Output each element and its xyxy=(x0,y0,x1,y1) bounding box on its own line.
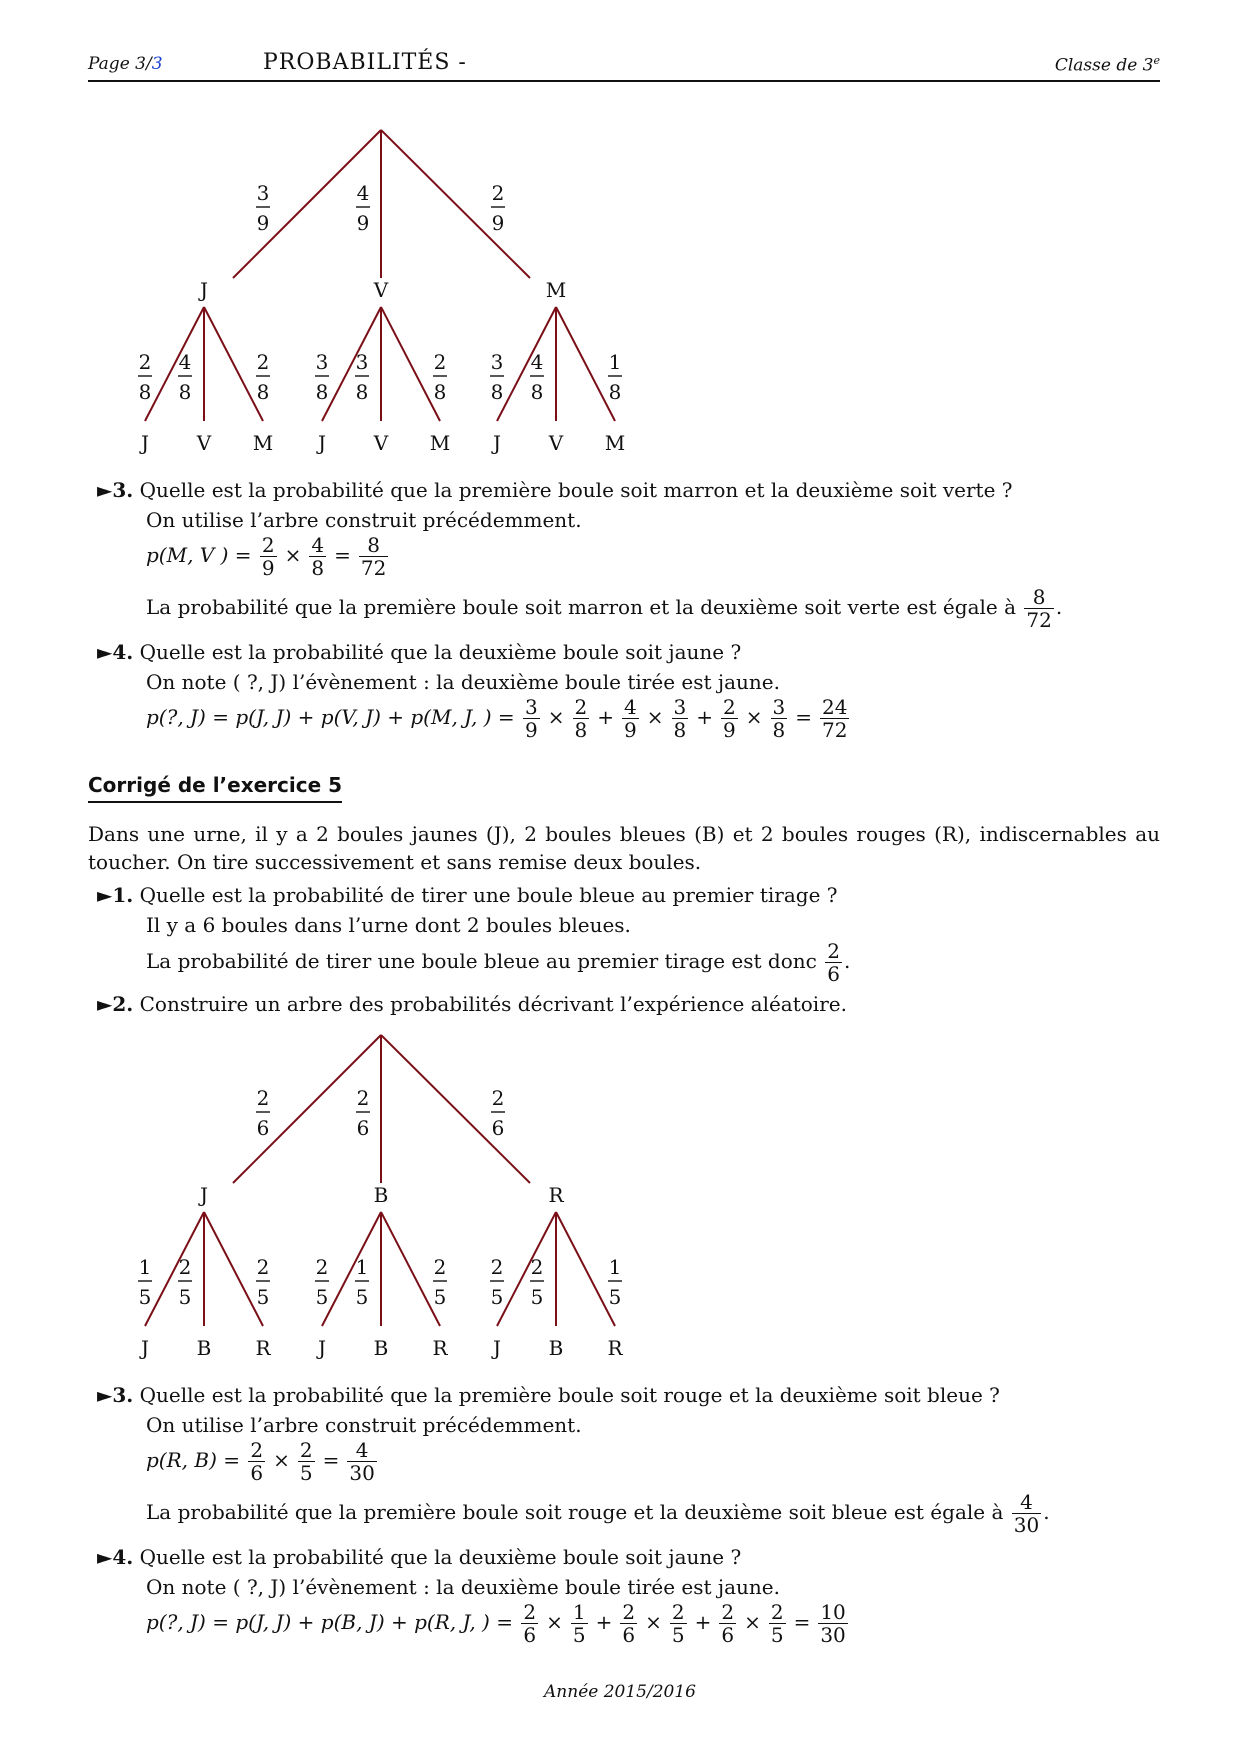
branch-probability-denominator: 9 xyxy=(356,211,370,235)
branch-probability-denominator: 6 xyxy=(256,1116,270,1140)
branch-probability-numerator: 2 xyxy=(491,181,505,205)
branch-probability-denominator: 5 xyxy=(433,1285,447,1309)
tree-leaf-label: J xyxy=(140,431,150,455)
branch-probability-denominator: 8 xyxy=(490,380,504,404)
ex4-q4-line1: On note ( ?, J) l’évènement : la deuxième boule tirée est jaune. xyxy=(146,670,780,694)
tree-leaf-label: V xyxy=(548,431,564,455)
page-total-link[interactable]: 3 xyxy=(151,54,163,74)
tree-leaf-label: M xyxy=(604,431,626,455)
fraction: $\frac{4}{8}$ xyxy=(311,533,325,580)
branch-probability-numerator: 3 xyxy=(490,350,504,374)
branch-probability-numerator: 2 xyxy=(256,1255,270,1279)
ex4-q3-question: ►3. Quelle est la probabilité que la première boule soit marron et la deuxième soit verte ? xyxy=(97,478,1013,502)
tree-branch xyxy=(381,307,440,421)
ex4-q4-formula: p(?, J) = p(J, J) + p(V, J) + p(M, J, ) = $\frac{3}{9}$ × $\frac{2}{8}$ + $\frac{4}{9}$ × $\frac{3}{8}$ + $\frac{2}{9}$ × $\frac{3}{8}$ = $\frac{24}{72}$ xyxy=(146,695,848,742)
tree-branch xyxy=(145,1212,204,1326)
branch-probability-numerator: 2 xyxy=(356,1086,370,1110)
branch-probability-denominator: 5 xyxy=(355,1285,369,1309)
branch-probability-numerator: 2 xyxy=(530,1255,544,1279)
ex5-q1-line1: Il y a 6 boules dans l’urne dont 2 boules bleues. xyxy=(146,913,631,937)
fraction: $\frac{2}{6}$ xyxy=(827,939,840,986)
tree-branch xyxy=(497,1212,556,1326)
tree-leaf-label: B xyxy=(548,1336,564,1360)
tree-node-label: M xyxy=(545,278,567,302)
branch-probability-numerator: 1 xyxy=(608,350,622,374)
tree-leaf-label: B xyxy=(373,1336,389,1360)
branch-probability-denominator: 8 xyxy=(256,380,270,404)
branch-probability-denominator: 6 xyxy=(491,1116,505,1140)
branch-probability-denominator: 5 xyxy=(608,1285,622,1309)
tree-leaf-label: J xyxy=(140,1336,150,1360)
page-footer: Année 2015/2016 xyxy=(544,1682,696,1702)
tree-leaf-label: V xyxy=(196,431,212,455)
branch-probability-numerator: 1 xyxy=(355,1255,369,1279)
ex4-q4-question: ►4. Quelle est la probabilité que la deuxième boule soit jaune ? xyxy=(97,640,742,664)
tree-leaf-label: R xyxy=(255,1336,271,1360)
tree-branch xyxy=(556,1212,615,1326)
branch-probability-numerator: 2 xyxy=(491,1086,505,1110)
branch-probability-denominator: 5 xyxy=(530,1285,544,1309)
tree-branch xyxy=(145,307,204,421)
ex5-q4-question: ►4. Quelle est la probabilité que la deuxième boule soit jaune ? xyxy=(97,1545,742,1569)
tree-branch xyxy=(322,307,381,421)
tree-node-label: J xyxy=(199,278,209,302)
tree-leaf-label: J xyxy=(492,1336,502,1360)
ex5-q3-conclusion: La probabilité que la première boule soit rouge et la deuxième soit bleue est égale à $\frac{4}{30}$ . xyxy=(146,1490,1050,1537)
branch-probability-numerator: 3 xyxy=(315,350,329,374)
probability-tree-1 xyxy=(0,115,1240,465)
branch-probability-denominator: 5 xyxy=(178,1285,192,1309)
branch-probability-numerator: 2 xyxy=(256,350,270,374)
branch-probability-numerator: 2 xyxy=(256,1086,270,1110)
ex5-q2-question: ►2. Construire un arbre des probabilités décrivant l’expérience aléatoire. xyxy=(97,992,847,1016)
tree-branch xyxy=(381,1035,530,1183)
branch-probability-denominator: 6 xyxy=(356,1116,370,1140)
page-number: Page 3/3 xyxy=(88,54,163,74)
tree-node-label: R xyxy=(548,1183,564,1207)
tree-leaf-label: J xyxy=(317,1336,327,1360)
tree-branch xyxy=(556,307,615,421)
branch-probability-denominator: 8 xyxy=(530,380,544,404)
tree-branch xyxy=(381,1212,440,1326)
branch-probability-denominator: 9 xyxy=(256,211,270,235)
branch-probability-denominator: 5 xyxy=(315,1285,329,1309)
ex5-q4-line1: On note ( ?, J) l’évènement : la deuxième boule tirée est jaune. xyxy=(146,1575,780,1599)
tree-leaf-label: V xyxy=(373,431,389,455)
ex5-q3-formula: p(R, B) = $\frac{2}{6}$ × $\frac{2}{5}$ = $\frac{4}{30}$ xyxy=(146,1438,375,1485)
branch-probability-denominator: 8 xyxy=(178,380,192,404)
branch-probability-numerator: 4 xyxy=(530,350,544,374)
ex5-q1-conclusion: La probabilité de tirer une boule bleue au premier tirage est donc $\frac{2}{6}$ . xyxy=(146,939,851,986)
tree-branch xyxy=(322,1212,381,1326)
ex4-q3-formula: p(M, V ) = $\frac{2}{9}$ × $\frac{4}{8}$ = $\frac{8}{72}$ xyxy=(146,533,387,580)
ex5-q3-question: ►3. Quelle est la probabilité que la première boule soit rouge et la deuxième soit bleue ? xyxy=(97,1383,1000,1407)
branch-probability-numerator: 4 xyxy=(178,350,192,374)
branch-probability-denominator: 9 xyxy=(491,211,505,235)
branch-probability-numerator: 2 xyxy=(315,1255,329,1279)
ex5-q4-formula: p(?, J) = p(J, J) + p(B, J) + p(R, J, ) = $\frac{2}{6}$ × $\frac{1}{5}$ + $\frac{2}{6}$ × $\frac{2}{5}$ + $\frac{2}{6}$ × $\frac{2}{5}$ = $\frac{10}{30}$ xyxy=(146,1600,846,1647)
ex4-q3-conclusion: La probabilité que la première boule soit marron et la deuxième soit verte est égale à $\frac{8}{72}$ . xyxy=(146,585,1063,632)
tree-leaf-label: J xyxy=(492,431,502,455)
exercise-5-intro: Dans une urne, il y a 2 boules jaunes (J), 2 boules bleues (B) et 2 boules rouges (R), indiscernables au toucher. On tire successivement et sans remise deux boules. xyxy=(88,822,1160,874)
branch-probability-numerator: 1 xyxy=(138,1255,152,1279)
branch-probability-numerator: 2 xyxy=(178,1255,192,1279)
branch-probability-denominator: 8 xyxy=(138,380,152,404)
fraction: $\frac{8}{72}$ xyxy=(360,533,387,580)
branch-probability-numerator: 3 xyxy=(355,350,369,374)
tree-leaf-label: B xyxy=(196,1336,212,1360)
tree-branch xyxy=(381,130,530,278)
tree-node-label: B xyxy=(373,1183,389,1207)
ex5-q1-question: ►1. Quelle est la probabilité de tirer une boule bleue au premier tirage ? xyxy=(97,883,838,907)
branch-probability-numerator: 1 xyxy=(608,1255,622,1279)
exercise-5-heading: Corrigé de l’exercice 5 xyxy=(88,773,342,803)
tree-leaf-label: M xyxy=(252,431,274,455)
branch-probability-numerator: 4 xyxy=(356,181,370,205)
class-label: Classe de 3e xyxy=(1054,54,1160,76)
branch-probability-numerator: 2 xyxy=(433,350,447,374)
tree-leaf-label: M xyxy=(429,431,451,455)
branch-probability-denominator: 8 xyxy=(433,380,447,404)
branch-probability-denominator: 8 xyxy=(608,380,622,404)
probability-tree-2 xyxy=(0,1020,1240,1370)
branch-probability-numerator: 2 xyxy=(433,1255,447,1279)
tree-branch xyxy=(497,307,556,421)
tree-leaf-label: R xyxy=(607,1336,623,1360)
branch-probability-denominator: 5 xyxy=(138,1285,152,1309)
tree-leaf-label: R xyxy=(432,1336,448,1360)
branch-probability-denominator: 5 xyxy=(256,1285,270,1309)
document-title: PROBABILITÉS - xyxy=(263,50,467,75)
branch-probability-numerator: 3 xyxy=(256,181,270,205)
tree-leaf-label: J xyxy=(317,431,327,455)
branch-probability-numerator: 2 xyxy=(138,350,152,374)
fraction: $\frac{2}{9}$ xyxy=(261,533,275,580)
page-header xyxy=(88,50,1160,82)
ex4-q3-line1: On utilise l’arbre construit précédemment. xyxy=(146,508,582,532)
tree-branch xyxy=(204,1212,263,1326)
ex5-q3-line1: On utilise l’arbre construit précédemment. xyxy=(146,1413,582,1437)
branch-probability-denominator: 8 xyxy=(355,380,369,404)
tree-node-label: J xyxy=(199,1183,209,1207)
tree-node-label: V xyxy=(373,278,389,302)
branch-probability-denominator: 8 xyxy=(315,380,329,404)
fraction: $\frac{8}{72}$ xyxy=(1026,585,1052,632)
branch-probability-denominator: 5 xyxy=(490,1285,504,1309)
tree-branch xyxy=(204,307,263,421)
branch-probability-numerator: 2 xyxy=(490,1255,504,1279)
